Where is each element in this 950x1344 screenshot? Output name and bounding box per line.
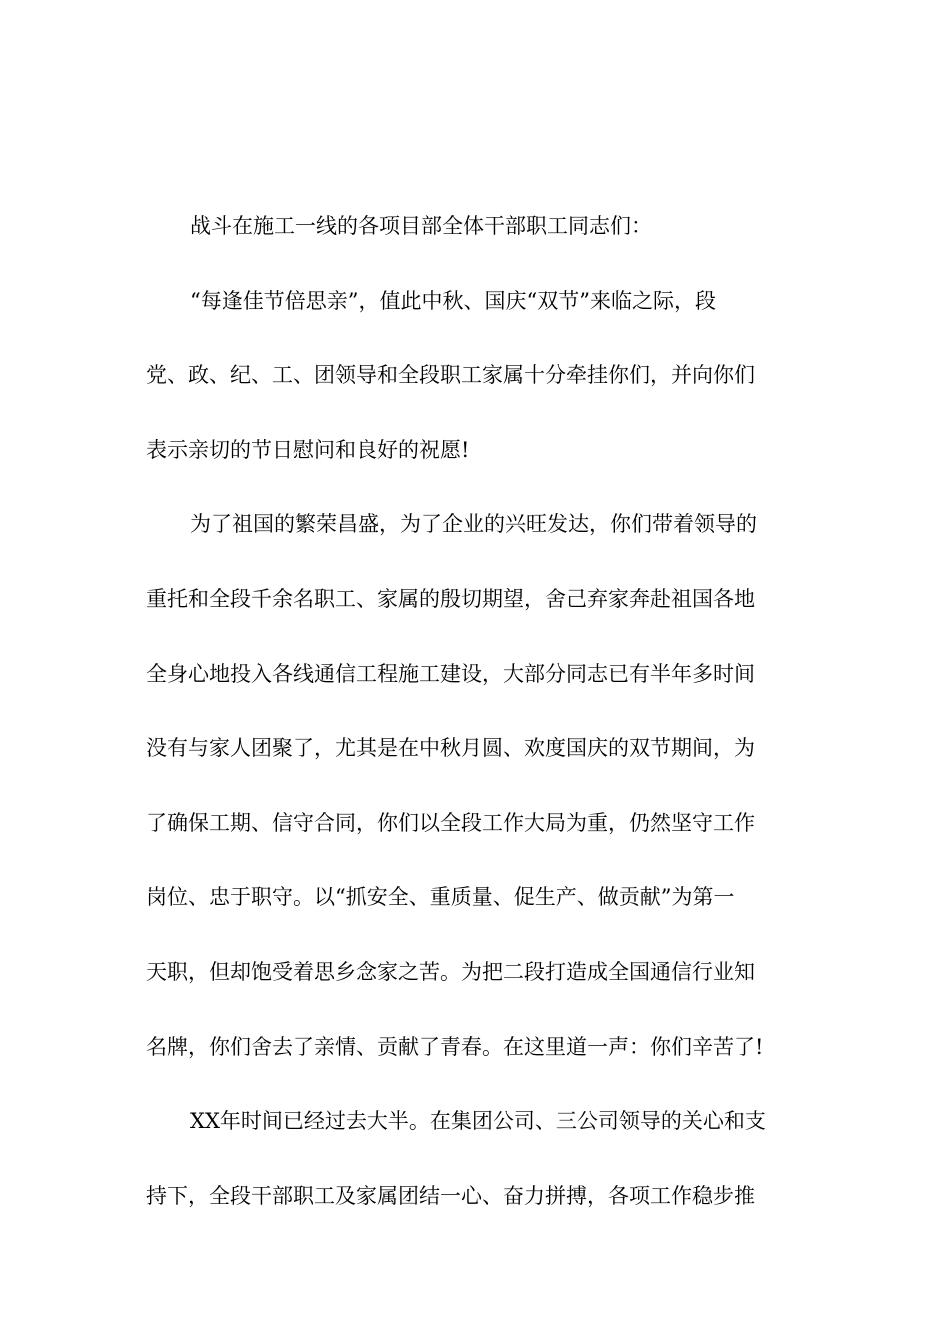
paragraph-line: 没有与家人团聚了，尤其是在中秋月圆、欢度国庆的双节期间，为 — [146, 736, 755, 761]
paragraph-line: 表示亲切的节日慰问和良好的祝愿! — [146, 437, 470, 462]
salutation-line: 战斗在施工一线的各项目部全体干部职工同志们： — [190, 214, 652, 238]
paragraph-line: XX年时间已经过去大半。在集团公司、三公司领导的关心和支 — [190, 1109, 766, 1134]
paragraph-line: 名牌，你们舍去了亲情、贡献了青春。在这里道一声：你们辛苦了! — [146, 1034, 764, 1059]
paragraph-line: 党、政、纪、工、团领导和全段职工家属十分牵挂你们，并向你们 — [146, 363, 755, 388]
paragraph-line: 持下，全段干部职工及家属团结一心、奋力拼搏，各项工作稳步推 — [146, 1183, 755, 1208]
paragraph-line: 天职，但却饱受着思乡念家之苦。为把二段打造成全国通信行业知 — [146, 959, 755, 984]
letter-body — [146, 208, 806, 1252]
paragraph-line: 全身心地投入各线通信工程施工建设，大部分同志已有半年多时间 — [146, 661, 755, 686]
paragraph-line: 岗位、忠于职守。以“抓安全、重质量、促生产、做贡献”为第一 — [146, 885, 735, 910]
paragraph-line: 了确保工期、信守合同，你们以全段工作大局为重，仍然坚守工作 — [146, 810, 755, 835]
paragraph-line: “每逢佳节倍思亲”，值此中秋、国庆“双节”来临之际，段 — [190, 288, 716, 313]
paragraph-line: 重托和全段千余名职工、家属的殷切期望，舍己弃家奔赴祖国各地 — [146, 586, 755, 611]
paragraph-line: 为了祖国的繁荣昌盛，为了企业的兴旺发达，你们带着领导的 — [190, 512, 757, 537]
